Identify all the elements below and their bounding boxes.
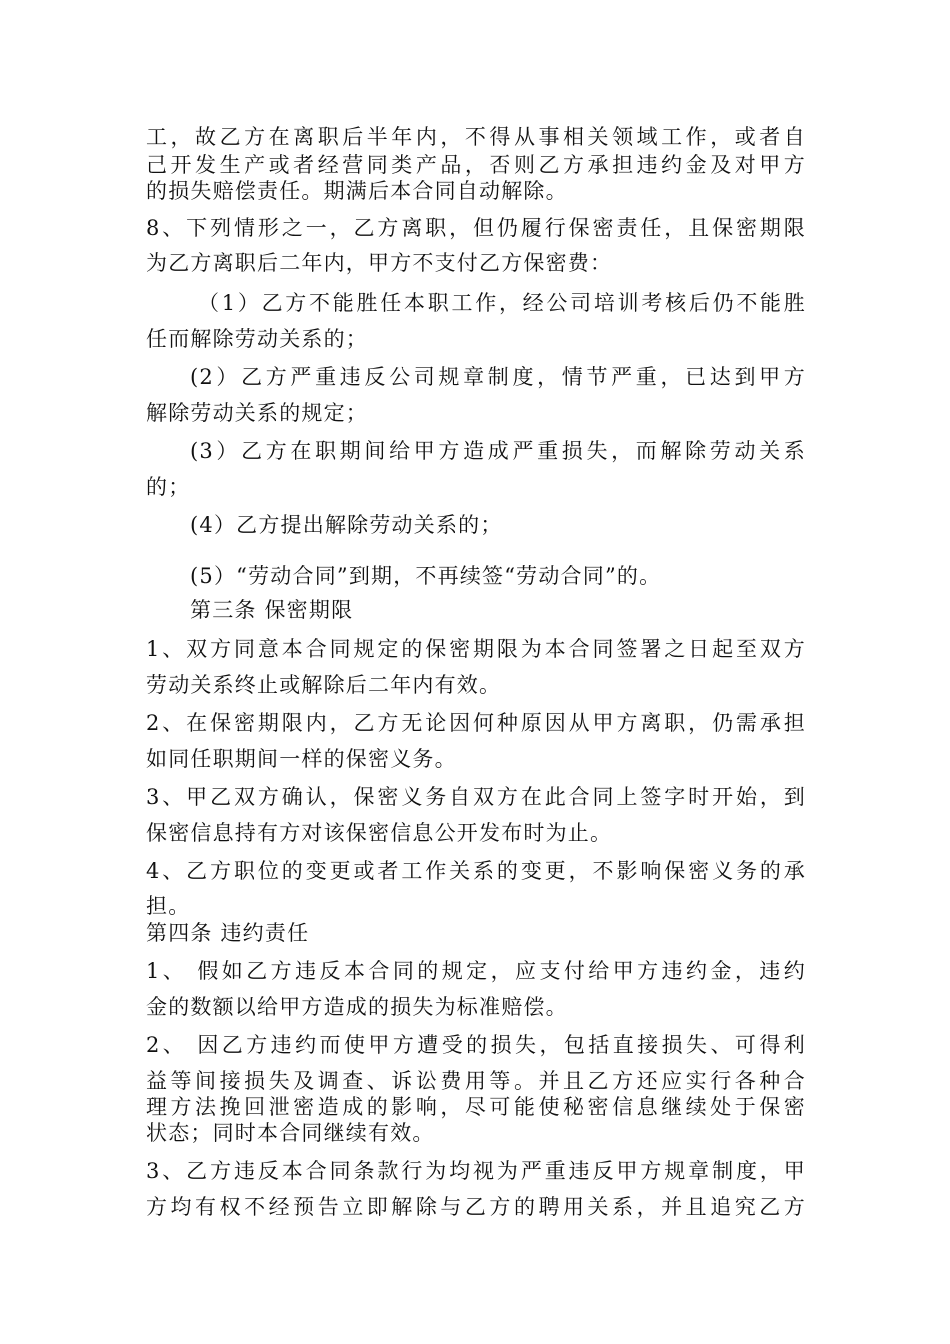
section-heading: 第四条 违约责任 (146, 921, 310, 945)
text-line: （1）乙方不能胜任本职工作，经公司培训考核后仍不能胜 (198, 291, 806, 315)
text-line: 如同任职期间一样的保密义务。 (146, 747, 457, 771)
text-line: 保密信息持有方对该保密信息公开发布时为止。 (146, 821, 613, 845)
text-line: (3）乙方在职期间给甲方造成严重损失，而解除劳动关系 (190, 439, 806, 463)
text-line: 8、下列情形之一，乙方离职，但仍履行保密责任，且保密期限 (146, 216, 806, 240)
text-line: 1、 假如乙方违反本合同的规定，应支付给甲方违约金，违约 (146, 959, 806, 983)
text-line: 担。 (146, 894, 191, 918)
text-line: 状态；同时本合同继续有效。 (146, 1121, 435, 1145)
text-line: 为乙方离职后二年内，甲方不支付乙方保密费： (146, 251, 613, 275)
text-line: 方均有权不经预告立即解除与乙方的聘用关系，并且追究乙方 (146, 1195, 806, 1219)
text-line: (4）乙方提出解除劳动关系的； (190, 513, 503, 537)
text-line: 工，故乙方在离职后半年内，不得从事相关领域工作，或者自 (146, 125, 806, 149)
text-line: (5）“劳动合同”到期，不再续签“劳动合同”的。 (190, 564, 662, 588)
text-line: 任而解除劳动关系的； (146, 327, 368, 351)
text-line: 的损失赔偿责任。期满后本合同自动解除。 (146, 179, 568, 203)
text-line: 4、乙方职位的变更或者工作关系的变更，不影响保密义务的承 (146, 859, 806, 883)
text-line: 3、乙方违反本合同条款行为均视为严重违反甲方规章制度，甲 (146, 1159, 806, 1183)
text-line: 的； (146, 475, 191, 499)
text-line: 劳动关系终止或解除后二年内有效。 (146, 673, 502, 697)
text-line: (2）乙方严重违反公司规章制度，情节严重，已达到甲方 (190, 365, 806, 389)
text-line: 金的数额以给甲方造成的损失为标准赔偿。 (146, 995, 568, 1019)
text-line: 益等间接损失及调查、诉讼费用等。并且乙方还应实行各种合 (146, 1069, 806, 1093)
text-line: 2、 因乙方违约而使甲方遭受的损失，包括直接损失、可得利 (146, 1033, 806, 1057)
text-line: 己开发生产或者经营同类产品，否则乙方承担违约金及对甲方 (146, 153, 806, 177)
text-line: 理方法挽回泄密造成的影响，尽可能使秘密信息继续处于保密 (146, 1095, 806, 1119)
text-line: 解除劳动关系的规定； (146, 401, 368, 425)
text-line: 1、双方同意本合同规定的保密期限为本合同签署之日起至双方 (146, 637, 806, 661)
text-line: 2、在保密期限内，乙方无论因何种原因从甲方离职，仍需承担 (146, 711, 806, 735)
text-line: 3、甲乙双方确认，保密义务自双方在此合同上签字时开始，到 (146, 785, 806, 809)
section-heading: 第三条 保密期限 (190, 598, 354, 622)
